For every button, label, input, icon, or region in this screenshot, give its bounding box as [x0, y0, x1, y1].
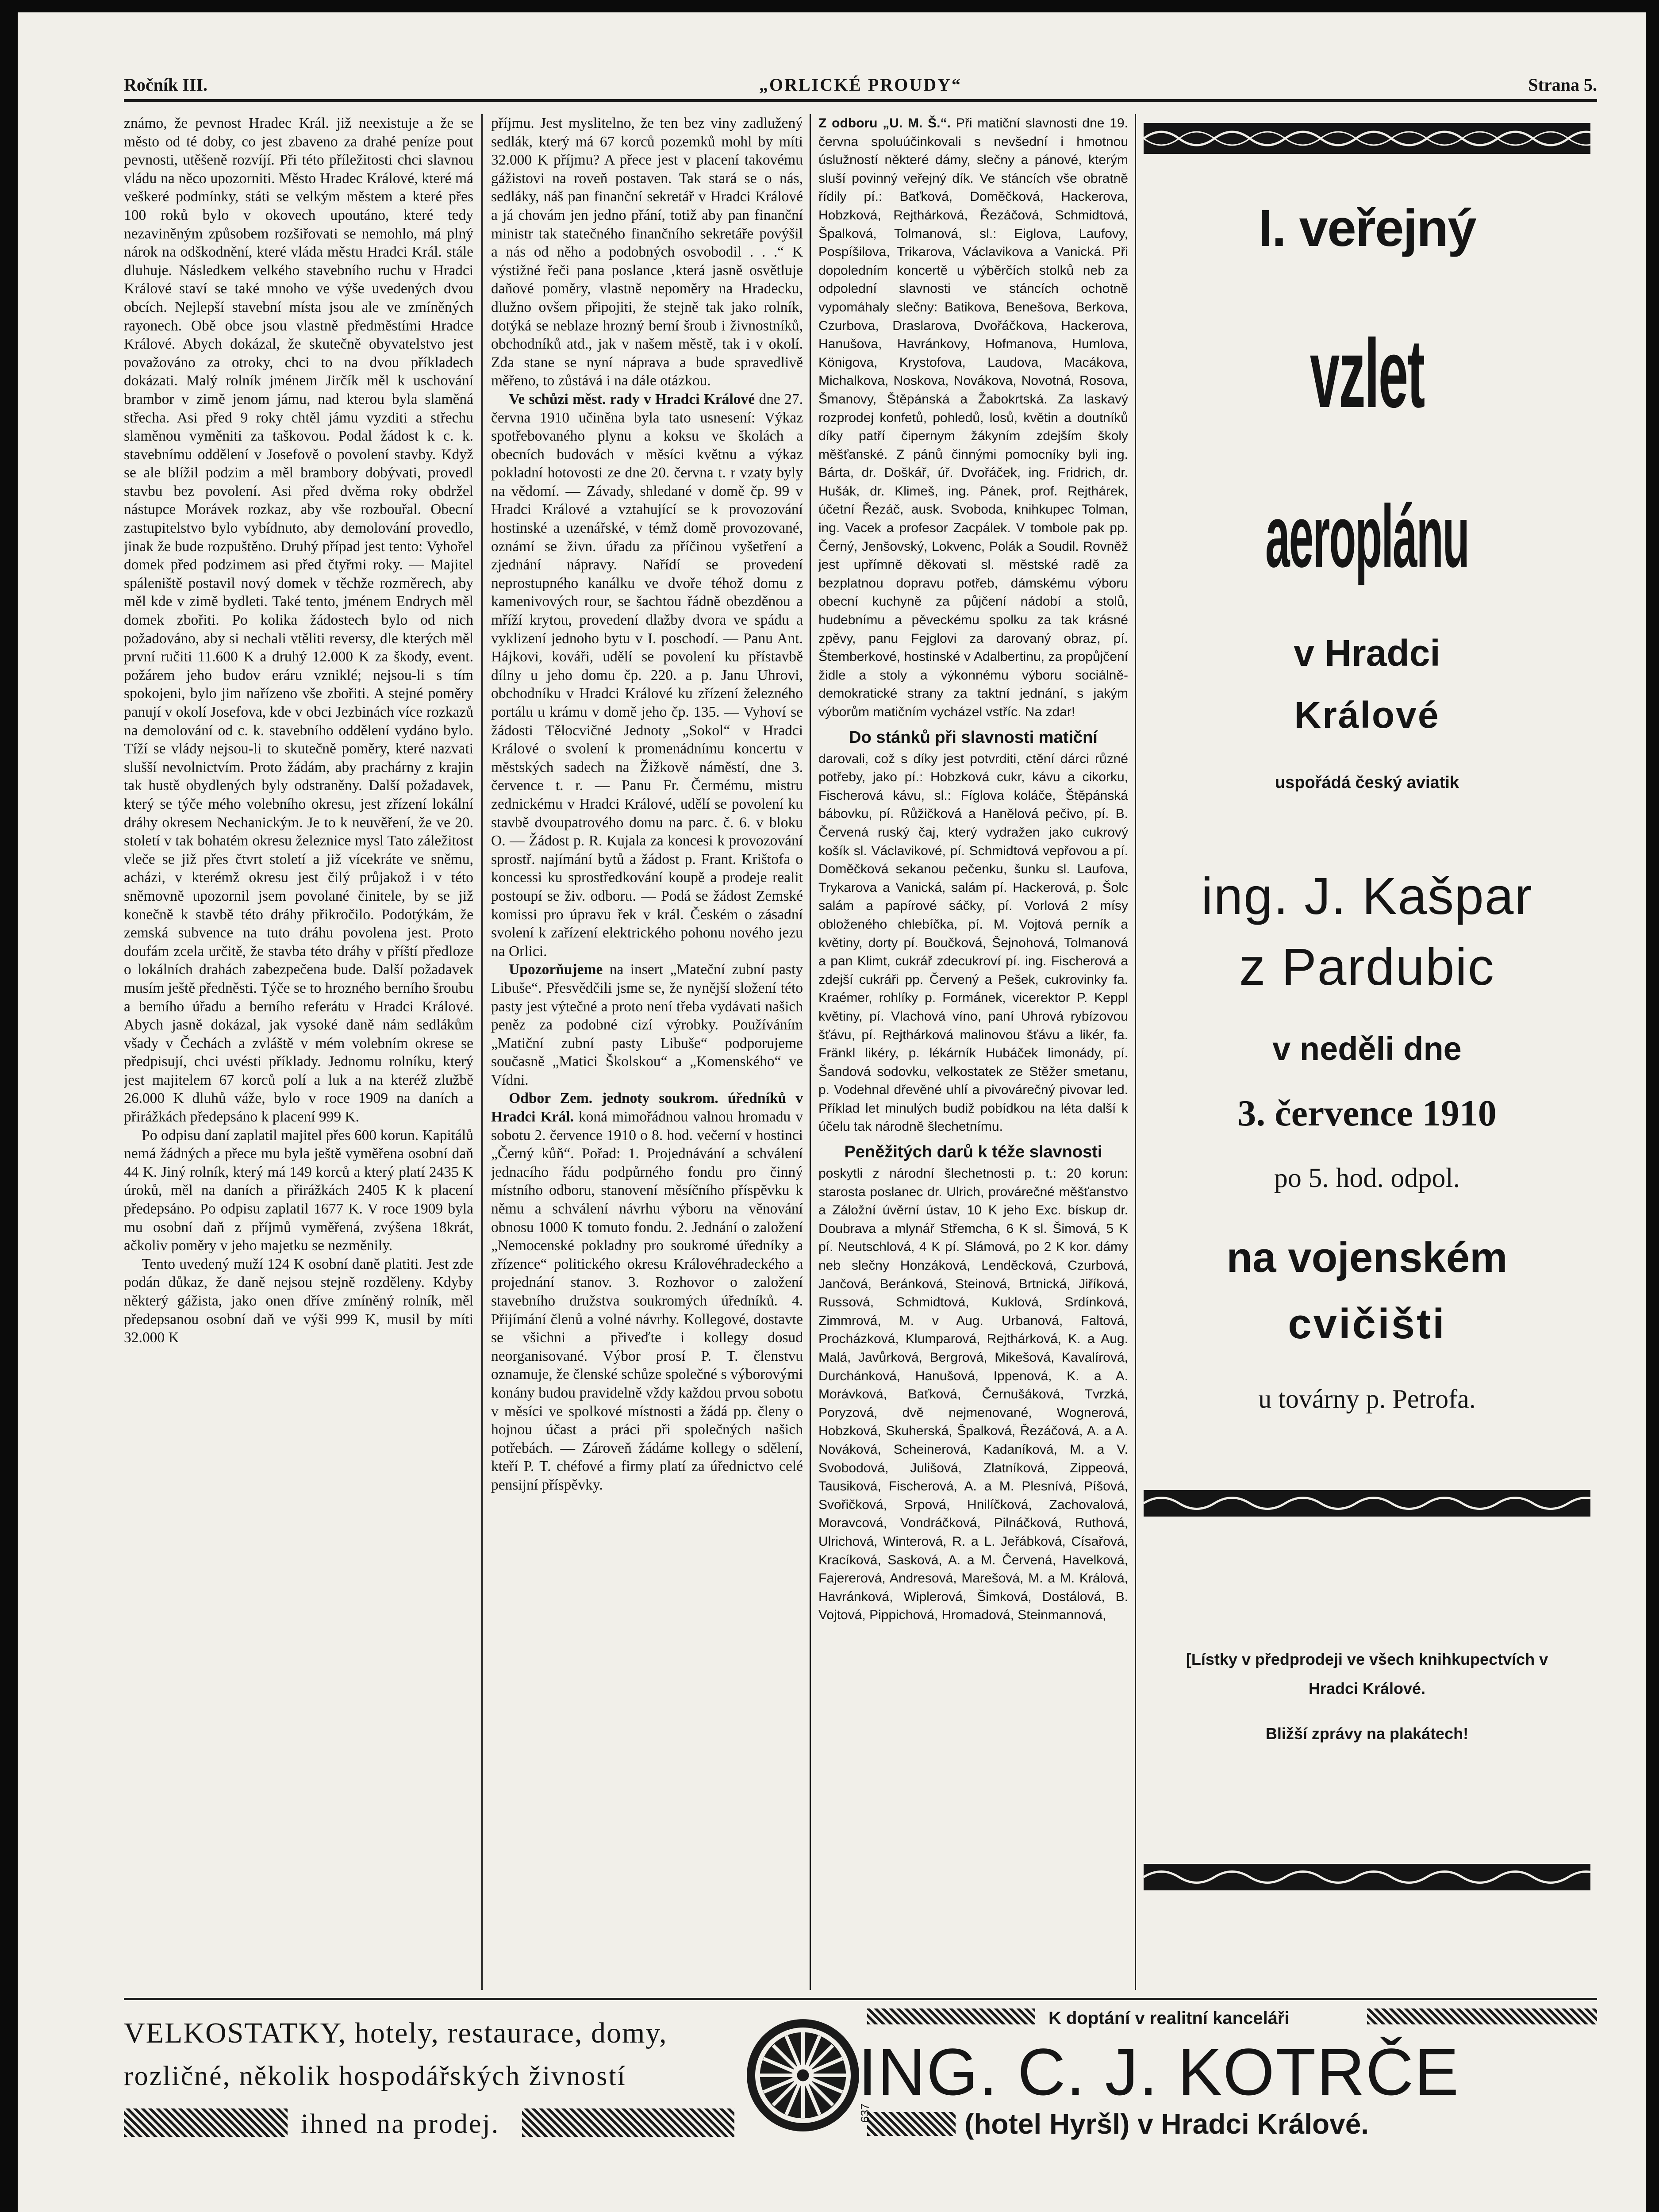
ad-line-factory: u továrny p. Petrofa. [1258, 1384, 1476, 1413]
column-divider-2 [810, 114, 811, 1990]
col2-paragraph-3 [491, 960, 803, 1089]
ad-number: 637 [858, 2103, 872, 2123]
realty-office-line: K doptání v realitní kanceláři [1048, 2008, 1290, 2028]
header-rule [124, 99, 1597, 102]
hatch-top-right-end [1367, 2008, 1597, 2024]
newspaper-page [18, 12, 1646, 2212]
council-text: dne 27. června 1910 učiněna byla tato usnesení: Výkaz spotřebovaného plynu a koksu ve školách a obecních budovách v měsíci květnu a výkaz pokladní hotovosti ze dne 20. června t. r vzaty byly na vědomí. — Závady, shledané v domě čp. 99 v Hradci Králové a vztahující se k provozování hostinské a uzenářské, v témž domě provozované, oznámí se živn. úřadu za příčinou vyšetření a zjednání nápravy. Nařídí se provedení neprostupného kanálku ve dvoře téhož domu z kamenivových rour, se šachtou řádně obezděnou a mříží krytou, provedení dlažby dvora ve spádu a vyklizení jednoho bytu v I. poschodí. — Panu Ant. Hájkovi, kováři, udělí se povolení ku přístavbě dílny u jeho domu čp. 220. a p. Janu Uhrovi, obchodníku v Hradci Králové ku zřízení železného portálu u krámu v domě jeho čp. 135. — Vyhoví se žádosti Tělocvičné Jednoty „Sokol“ v Hradci Králové o svolení k promenádnímu koncertu v městských sadech na Žižkově náměstí, dne 3. července t. r. — Panu Fr. Čermému, mistru zednickému v Hradci Králové, udělí se povolení ku stavbě dvoupatrového domu na parc. č. 6. v bloku O. — Žádost p. R. Kujala za koncesi k provozování sprostř. najímání bytů a žádost p. Frant. Krištofa o koncessi ku sprostředkování koupě a prodeje realit postoupí se živ. odboru. — Podá se žádost Zemské komissi pro úpravu řek v král. Českém o zásadní svolení k zařízení elektrického pohonu nového jezu na Orlici. [491, 391, 803, 960]
ad-line-aeroplane: aeroplánu [1265, 487, 1469, 586]
ad-line-first-public: I. veřejný [1258, 199, 1476, 257]
col2-paragraph-4 [491, 1089, 803, 1494]
estates-line-2: rozličné, několik hospodářských živností [124, 2061, 626, 2091]
ornament-end-pattern [1144, 1864, 1590, 1890]
donations-heading: Peněžitých darů k téže slavnosti [844, 1143, 1102, 1162]
realty-agent-name: ING. C. J. KOTRČE [858, 2035, 1460, 2109]
realty-address: (hotel Hyršl) v Hradci Králové. [964, 2108, 1369, 2140]
estates-line-3: ihned na prodej. [301, 2109, 500, 2139]
col2-paragraph-1: příjmu. Jest myslitelno, že ten bez viny zadlužený sedlák, který má 67 korců pozemků mohl by míti 32.000 K příjmu? A přece jest v placení takovému gážistovi na roveň postaven. Tak stará se o nás, sedláky, náš pan finanční sekretář v Hradci Králové a já chovám jen jedno přání, totiž aby pan finanční ministr tak statečného finančního sekretáře povýšil a nás od něho a podobných osvobodil . . .“ K výstižné řeči pana poslance ‚která jasně osvětluje daňové poměry, vlastně nepoměry na Hradecku, dlužno ovšem připojiti, že stejně tak jako rolník, dotýká se neblaze hrozný berní šroub i živnostníků, obchodníků atd., jak v našem městě, tak i v okolí. Zda stane se nyní náprava a bude spravedlivě měřeno, to zůstává i na dále otázkou. [491, 115, 803, 389]
wheel-emblem-icon [743, 2016, 863, 2135]
page-header [124, 70, 1597, 101]
ad-line-ground: cvičišti [1288, 1300, 1446, 1348]
ad-line-tickets: [Lístky v předprodeji ve všech knihkupectvích v Hradci Králové. [1186, 1650, 1548, 1697]
ad-line-kralove: Králové [1294, 694, 1440, 736]
notice-heading: Upozorňujeme [509, 961, 603, 978]
officials-heading: Odbor Zem. jednoty soukrom. úředníků v Hradci Král. [491, 1090, 803, 1125]
ornament-top [1144, 123, 1590, 154]
hatch-bottom-right [867, 2112, 956, 2136]
ad-line-organizer: uspořádá český aviatik [1275, 773, 1459, 792]
hatch-decoration-right [522, 2108, 734, 2137]
column-3 [818, 114, 1128, 1988]
ad-line-aviator-name: ing. J. Kašpar [1201, 867, 1533, 926]
hatch-top-right [867, 2008, 1035, 2024]
volume-label: Ročník III. [124, 75, 207, 95]
ornament-bottom [1144, 1490, 1590, 1517]
ornament-end [1144, 1864, 1590, 1890]
notice-text: na insert „Mateční zubní pasty Libuše“. Přesvědčili jsme se, že nynější složení této pasty jest výtečné a proto není třeba vydávati našich peněz za podobné cizí výrobky. Používáním „Matiční zubní pasty Libuše“ podporujeme současně „Matici Školskou“ a „Komenského“ ve Vídni. [491, 961, 803, 1088]
aeroplane-advertisement [1144, 123, 1590, 1895]
officials-text: koná mimořádnou valnou hromadu v sobotu 2. července 1910 o 8. hod. večerní v hostinci „Černý kůň“. Pořad: 1. Projednávání a schválení jednacího řádu podpůrného fondu pro činný místního odboru, stanovení měsíčního příspěvku k němu a schválení návrhu výboru na věnování obnosu 1000 K tomuto fondu. 2. Jednání o založení „Nemocenské pokladny pro soukromé úředníky a zřízence“ politického okresu Královéhradeckého a projednání stanov. 3. Rozhovor o založení stavebního družstva soukromých úředníků. 4. Přijímání členů a volné návrhy. Kollegové, dostavte se všichni a přiveďte i kollegy dosud neorganisované. Výbor prosí P. T. členstvu oznamuje, že členské schůze společné s výborovými konány budou pravidelně vždy každou prvou sobotu v měsíci ve spolkové místnosti a žádá pp. členy o hojnou účast a práci při společných našich potřebách. — Zároveň žádáme kollegy o sdělení, kteří P. T. chéfové a firmy platí za úřednictvo celé pensijní příspěvky. [491, 1109, 803, 1493]
ornament-bottom-pattern [1144, 1490, 1590, 1517]
column-2 [491, 114, 803, 1988]
ad-line-date: 3. července 1910 [1237, 1093, 1497, 1134]
ad-line-sunday: v neděli dne [1272, 1030, 1462, 1067]
column-divider-1 [481, 114, 483, 1990]
ornament-top-pattern [1144, 123, 1590, 154]
col3-paragraph-1 [818, 114, 1128, 722]
stands-heading: Do stánků při slavnosti matiční [849, 728, 1098, 747]
estates-line-1: VELKOSTATKY, hotely, restaurace, domy, [124, 2017, 668, 2049]
ad-line-posters: Bližší zprávy na plakátech! [1265, 1724, 1469, 1743]
ad-line-flight: vzlet [1310, 319, 1425, 428]
ad-line-in-hradec: v Hradci [1294, 632, 1440, 674]
page-number: Strana 5. [1528, 75, 1597, 95]
col1-paragraph-3: Tento uvedený muží 124 K osobní daně platiti. Jest zde podán důkaz, že daně nejsou stejně rozděleny. Kdyby některý gážista, jako onen dříve zmíněný rolník, měl předepsanou osobní daň ve výši 999 K, musil by míti 32.000 K [124, 1256, 473, 1346]
donations-text: poskytli z národní šlechetnosti p. t.: 20 korun: starosta poslanec dr. Ulrich, provárečné měšťanstvo a Záložní úvěrní ústav, 10 K jeho Exc. bískup dr. Doubrava a mlynář Střemcha, 6 K sl. Šimová, 5 K pí. Neutschlová, 4 K pí. Slámová, po 2 K kor. dámy neb slečny Honzáková, Lenděcková, Czurbová, Jančová, Beránková, Steinová, Brtnická, Jiříková, Russová, Schmidtová, Kuklová, Srdínková, Zimmrová, M. v Aug. Urbanová, Faltová, Procházková, Klumparová, Rejthárková, K. a Aug. Malá, Javůrková, Bergrová, Mikešová, Kavalírová, Durchánková, Hanušová, Ippenová, K. a A. Morávková, Baťková, Černušáková, Tvrzká, Poryzová, dvě nejmenované, Wognerová, Hobzková, Skuherská, Špalková, Řezáčová, A. a A. Nováková, Scheinerová, Kadaníková, M. a V. Svobodová, Julišová, Zlatníková, Zippeová, Tausiková, Fischerová, A. a M. Plesnívá, Píšová, Svořičková, Srpová, Hnilíčková, Zachovalová, Moravcová, Vondráčková, Pilnáčková, Ruthová, Ulrichová, Winterová, R. a L. Jeřábková, Císařová, Kracíková, Sasková, A. a M. Červená, Havelková, Fajererová, Andresová, Marešová, M. a M. Králová, Havránková, Wiplerová, Šimková, Dostálová, B. Vojtová, Pippichová, Hromadová, Steinmannová, [818, 1166, 1128, 1623]
col2-paragraph-2 [491, 390, 803, 960]
col1-paragraph-1: známo, že pevnost Hradec Král. již neexistuje a že se město od té doby, co jest zbaveno za drahé peníze pout pevnosti, utěšeně rozvíjí. Při této příležitosti chci slavnou vládu na něco upozorniti. Město Hradec Králové, které má veškeré podmínky, státi se velkým městem a které přes 100 roků bylo v okovech upoutáno, které tedy nezaviněným způsobem rozšiřovati se nemohlo, má plný nárok na odškodnění, které vláda městu Hradci Král. stále dluhuje. Následkem velkého stavebního ruchu v Hradci Králové staví se také mnoho ve výše uvedených dvou obcích. Nejlepší stavební místa jsou ale ve zmíněných rayonech. Obě obce jsou vlastně předměstími Hradce Králové. Abych dokázal, že skutečně obyvatelstvo jest považováno za otroky, chci to na dvou příkladech dokázati. Malý rolník jménem Jirčík měl k uschování brambor v zimě jenom jámu, nad kterou byla slaměná střecha. Asi před 9 roky chtěl jámu vyzditi a střechu slaměnou vyměniti za taškovou. Podal žádost k c. k. stavebnímu oddělení v Josefově o povolení stavby. Když se ale blížil podzim a měl brambory dobývati, provedl stavbu bez povolení. Asi před dvěma roky obdržel nástupce Morávek rozkaz, aby vše rozbouřal. Obecní zastupitelstvo bylo vybídnuto, aby demolování provedlo, jinak že bude rozpuštěno. Druhý případ jest tento: Vyhořel domek před podzimem asi před čtyřmi roky. — Majitel spáleniště postavil nový domek v těchže rozměrech, aby měl kde v zimě bydleti. Také tento, jménem Endrych měl domek zbořiti. Po kolika žádostech bylo od nich požadováno, aby si nechali vtěliti reversy, dle kterých měl první ručiti 11.600 K a druhý 12.000 K za škody, event. požárem jeho budov eráru vzniklé; nejsou-li s tím spokojeni, bylo jim nařízeno vše zbořiti. A stejné poměry panují v okolí Josefova, kde v obci Jezbinách více rozkazů na demolování od c. k. stavebního oddělení vydáno bylo. Tíží se vlády nejsou-li to skutečně poměry, které nazvati slušší nevolnictvím. Proto žádám, aby prachárny z krajin tak hustě obydlených byly odstraněny. Další požadavek, který se týče mého volebního okresu, jest zřízení lokální dráhy okresem Nechanickým. Je to k neuvěření, že ve 20. století v tak bohatém okresu železnice mysl Tato záležitost vleče se již přes čtvrt století a již vícekráte ve sněmu, acházi, v kterémž okresu jest čilý průjakož i v této sněmovně upozornil jsem povolané činitele, by se již konečně k stavbě této dráhy přikročilo. Podotýkám, že zemská subvence na tuto dráhu povolena jest. Proto doufám zcela určitě, že stavba této dráhy v příští předloze o lokálních drahách zabezpečena bude. Další požadavek musím ještě předněsti. Týče se to hrozného berního šroubu a berního úřadu a berního referátu v Hradci Králové. Abych jasně dokázal, jak vysoké daně nám sedlákům všady v Čechách a zvláště v mém volebním okrese se předpisují, chci uvésti příklady. Jednomu rolníku, který jest majitelem 67 korců polí a luk a na kteréž zlužbě 26.000 K dluhů váže, bylo v roce 1909 na daních a přirážkách předepsáno k placení 999 K. [124, 115, 473, 1125]
col1-paragraph-2: Po odpisu daní zaplatil majitel přes 600 korun. Kapitálů nemá žádných a přece mu byla ještě vyměřena osobní daň 44 K. Jiný rolník, který má 149 korců a který platí 2435 K úroků, měl na daních a přirážkách 2405 K k placení předepsáno. Po odpisu zaplatil 1677 K. V roce 1909 byla mu osobní daň z příjmů vyměřená, zvýšena 18krát, ačkoliv poměry v jeho majetku se nezměnily. [124, 1127, 473, 1254]
umš-text: Při matiční slavnosti dne 19. června spoluúčinkovali s nevšední i hmotnou úslužností některé dámy, slečny a pánové, kterým sluší povinný veřejný dík. Ve stáncích vše obratně řídily pí.: Baťková, Doměčková, Hackerova, Hobzková, Rejthárková, Řezáčová, Schmidtová, Špalková, Tolmanová, sl.: Eiglova, Laufovy, Pospíšilova, Trikarova, Václavikova a Vanická. Při dopoledním koncertě u výběrčích stolků neb za odpolední slavnosti ve stáncích ochotně vypomáhaly slečny: Batikova, Benešova, Berkova, Czurbova, Draslarova, Dvořáčkova, Hackerova, Hanušova, Havránkovy, Hofmanova, Humlova, Königova, Krystofova, Laudova, Macákova, Michalkova, Noskova, Novákova, Novotná, Rosova, Šmanovy, Štěpánská a Žabokrtská. Za laskavý rozprodej konfetů, pohledů, losů, květin a doutníků díky patří čipernym žákyním zdejším školy měšťanské. Z pánů činnými pomocníky byli ing. Bárta, dr. Doškář, úř. Dvořáček, ing. Fridrich, dr. Hušák, dr. Klimeš, ing. Pánek, prof. Rejthárek, účetní Řezáč, ausk. Svoboda, knihkupec Tolman, ing. Vacek a profesor Zacpálek. V tombole pak pp. Černý, Jenšovský, Lokvenc, Polák a Soudil. Rovněž jest upřímně děkovati sl. městské radě za bezplatnou dopravu potřeb, dámskému výboru obecní kuchyně za půjčení nádobí a stolů, hudebnímu a pěveckému spolku za tak krásné zpěvy, panu Fejglovi za darovaný obraz, pí. Štemberkové, hostinské v Adalbertinu, za propůjčení židle a stoly a výkonnému výboru sociálně-demokratické strany za taktní jednání, s jakým výborům matičním vycházel vstříc. Na zdar! [818, 116, 1128, 719]
umš-heading: Z odboru „U. M. Š.“. [818, 116, 951, 131]
ad-line-aviator-origin: z Pardubic [1239, 938, 1495, 996]
hatch-decoration [124, 2108, 288, 2137]
ad-line-military: na vojenském [1226, 1234, 1508, 1281]
column-divider-3 [1135, 114, 1136, 1990]
newspaper-title: „ORLICKÉ PROUDY“ [759, 75, 962, 95]
column-1 [124, 114, 473, 1988]
council-heading: Ve schůzi měst. rady v Hradci Králové [509, 391, 755, 407]
stands-text: darovali, což s díky jest potvrditi, ctění dárci různé potřeby, jako pí.: Hobzková cukr, kávu a cikorku, Fischerová kávu, sl.: Fíglova koláče, Štěpánská bábovku, pí. Růžičková a Hanělová pečivo, pí. B. Červená ruský čaj, který vydražen jako cukrový košík sl. Václavikové, pí. Schmidtová vepřovou a pí. Doměčková sekanou pečenku, šunku sl. Laufova, Trykarova a Vanická, salám pí. Hackerová, p. Šolc salám a papírové sáčky, pí. Vorlová 2 mísy obloženého chlebíčka, pí. M. Vojtová perník a květiny, dorty pí. Boučková, Šejnohová, Tolmanová a pan Klimt, cukrář zdecukroví pí. ing. Fischerová a zdejší cukráři pp. Červený a Pešek, cukrovinky fa. Kraémer, rohlíky p. Formánek, vicerektor P. Keppl květiny, pí. Vlachová víno, paní Uhrová rybízovou šťávu, pí. Rejthárková malinovou šťávu a likér, fa. Fränkl likéry, p. lékárník Hubáček limonády, pí. Šandová sodovku, velkostatek ze Stěžer smetanu, p. Vodehnal dřevěné uhlí a pivovárečný pivovar led. Příklad let minulých budiž pobídkou na léta další k účelu tak národně šlechetnímu. [818, 751, 1128, 1134]
bottom-rule [124, 1998, 1597, 2000]
ad-line-time: po 5. hod. odpol. [1274, 1163, 1460, 1193]
